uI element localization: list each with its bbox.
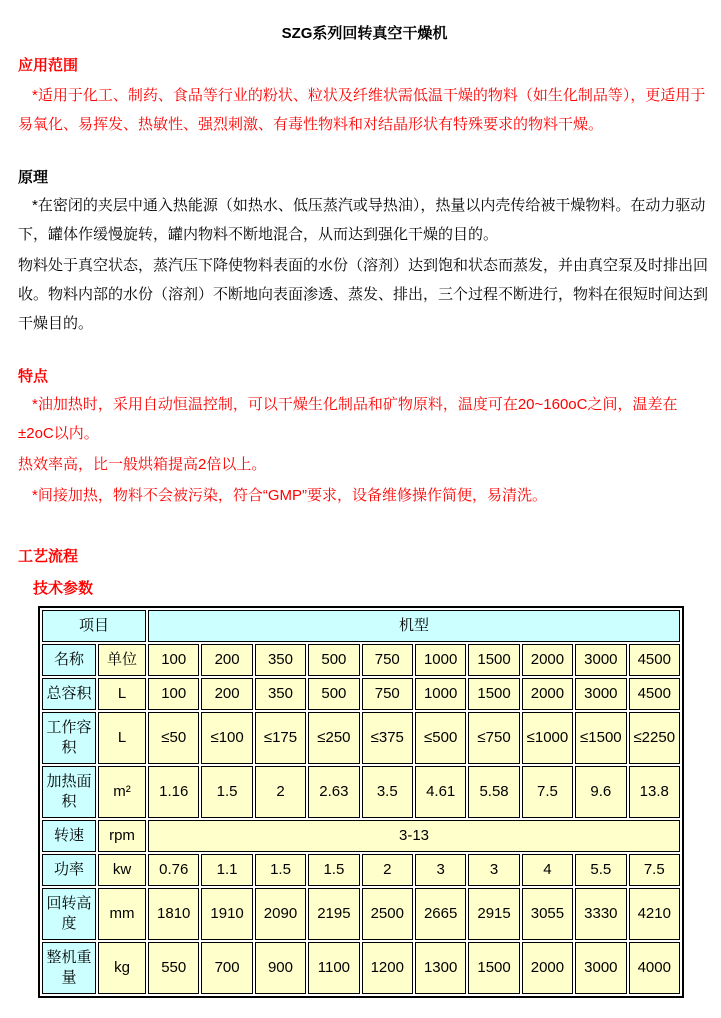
spec-value: 4210 — [629, 888, 680, 940]
spec-value: 500 — [308, 678, 359, 710]
spec-value: 4500 — [629, 678, 680, 710]
table-row — [42, 678, 680, 710]
spec-value: 7.5 — [629, 854, 680, 886]
row-unit: L — [98, 678, 146, 710]
table-row — [42, 820, 680, 852]
spec-value: 100 — [148, 678, 199, 710]
principle-paragraph-1: *在密闭的夹层中通入热能源（如热水、低压蒸汽或导热油），热量以内壳传给被干燥物料。在动力驱动下，罐体作缓慢旋转，罐内物料不断地混合，从而达到强化干燥的目的。 — [18, 197, 706, 243]
row-label: 名称 — [42, 644, 96, 676]
spec-value: 2 — [362, 854, 413, 886]
features-paragraph-1: *油加热时，采用自动恒温控制，可以干燥生化制品和矿物原料，温度可在20~160oC之间，温差在±2oC以内。 — [18, 396, 678, 442]
spec-value: ≤2250 — [629, 712, 680, 764]
spec-value: 200 — [201, 644, 252, 676]
spec-value: 1300 — [415, 942, 466, 994]
spec-value: 4 — [522, 854, 573, 886]
spec-value: 1910 — [201, 888, 252, 940]
row-label: 加热面积 — [42, 766, 96, 818]
spec-value: 3000 — [575, 644, 626, 676]
features-paragraph-3: *间接加热，物料不会被污染，符合“GMP”要求，设备维修操作简便，易清洗。 — [32, 487, 547, 504]
spec-value: 1100 — [308, 942, 359, 994]
row-unit: rpm — [98, 820, 146, 852]
section-principle — [18, 167, 711, 338]
spec-value: 1000 — [415, 644, 466, 676]
spec-value: 9.6 — [575, 766, 626, 818]
table-row — [42, 644, 680, 676]
features-heading: 特点 — [18, 368, 49, 385]
spec-value: 350 — [255, 644, 306, 676]
header-cell-item: 项目 — [42, 610, 146, 642]
features-paragraph-2: 热效率高，比一般烘箱提高2倍以上。 — [18, 456, 267, 473]
spec-value: 5.5 — [575, 854, 626, 886]
spec-value: ≤1500 — [575, 712, 626, 764]
spec-value: 2195 — [308, 888, 359, 940]
spec-value: 1.5 — [201, 766, 252, 818]
section-features — [18, 366, 711, 510]
table-header-row — [42, 610, 680, 642]
section-specs — [18, 578, 711, 998]
process-heading: 工艺流程 — [18, 548, 79, 565]
spec-value: 1.1 — [201, 854, 252, 886]
row-unit: kg — [98, 942, 146, 994]
spec-value: 3000 — [575, 678, 626, 710]
spec-table-body — [42, 610, 680, 994]
table-row — [42, 942, 680, 994]
row-label: 工作容积 — [42, 712, 96, 764]
spec-value: 2500 — [362, 888, 413, 940]
spec-value: ≤250 — [308, 712, 359, 764]
spec-value: 3055 — [522, 888, 573, 940]
table-row — [42, 712, 680, 764]
table-row — [42, 888, 680, 940]
section-process — [18, 546, 711, 568]
spec-value: 1500 — [468, 644, 519, 676]
spec-value: 3330 — [575, 888, 626, 940]
row-unit: 单位 — [98, 644, 146, 676]
spec-value: ≤375 — [362, 712, 413, 764]
spec-value: 100 — [148, 644, 199, 676]
spec-value: 0.76 — [148, 854, 199, 886]
spec-value: 350 — [255, 678, 306, 710]
application-paragraph: *适用于化工、制药、食品等行业的粉状、粒状及纤维状需低温干燥的物料（如生化制品等），更适用于易氧化、易挥发、热敏性、强烈刺激、有毒性物料和对结晶形状有特殊要求的物料干燥。 — [18, 87, 706, 133]
spec-value: 1.16 — [148, 766, 199, 818]
spec-value: 2665 — [415, 888, 466, 940]
spec-value: 1500 — [468, 942, 519, 994]
table-row — [42, 854, 680, 886]
spec-value: 500 — [308, 644, 359, 676]
spec-value: 4000 — [629, 942, 680, 994]
application-heading: 应用范围 — [18, 57, 79, 74]
table-row — [42, 766, 680, 818]
principle-paragraph-2: 物料处于真空状态，蒸汽压下降使物料表面的水份（溶剂）达到饱和状态而蒸发，并由真空泵及时排出回收。物料内部的水份（溶剂）不断地向表面渗透、蒸发、排出，三个过程不断进行，物料在很短时间达到干燥目的。 — [18, 257, 709, 332]
spec-value: 3-13 — [148, 820, 680, 852]
spec-value: ≤175 — [255, 712, 306, 764]
spec-value: 200 — [201, 678, 252, 710]
spec-value: 3000 — [575, 942, 626, 994]
row-label: 回转高度 — [42, 888, 96, 940]
spec-value: 13.8 — [629, 766, 680, 818]
row-label: 总容积 — [42, 678, 96, 710]
spec-value: ≤1000 — [522, 712, 573, 764]
spec-value: 2.63 — [308, 766, 359, 818]
spec-value: 1810 — [148, 888, 199, 940]
section-application — [18, 55, 711, 139]
spec-value: 700 — [201, 942, 252, 994]
spec-value: 2090 — [255, 888, 306, 940]
page-title: SZG系列回转真空干燥机 — [281, 25, 448, 42]
row-unit: mm — [98, 888, 146, 940]
spec-value: 1.5 — [255, 854, 306, 886]
spec-value: 2000 — [522, 942, 573, 994]
row-unit: L — [98, 712, 146, 764]
spec-value: ≤100 — [201, 712, 252, 764]
spec-value: 1200 — [362, 942, 413, 994]
spec-value: 1500 — [468, 678, 519, 710]
row-label: 转速 — [42, 820, 96, 852]
spec-value: 2 — [255, 766, 306, 818]
spec-value: ≤50 — [148, 712, 199, 764]
principle-heading: 原理 — [18, 169, 49, 186]
spec-value: ≤500 — [415, 712, 466, 764]
spec-value: 1.5 — [308, 854, 359, 886]
spec-value: 2000 — [522, 678, 573, 710]
row-label: 功率 — [42, 854, 96, 886]
spec-value: 900 — [255, 942, 306, 994]
specs-heading: 技术参数 — [33, 580, 94, 597]
header-cell-model: 机型 — [148, 610, 680, 642]
spec-value: 5.58 — [468, 766, 519, 818]
spec-value: 550 — [148, 942, 199, 994]
spec-value: 3.5 — [362, 766, 413, 818]
spec-table — [38, 606, 684, 998]
spec-value: 3 — [468, 854, 519, 886]
row-unit: m² — [98, 766, 146, 818]
spec-value: ≤750 — [468, 712, 519, 764]
spec-value: 3 — [415, 854, 466, 886]
spec-value: 2000 — [522, 644, 573, 676]
spec-value: 4.61 — [415, 766, 466, 818]
spec-value: 4500 — [629, 644, 680, 676]
spec-value: 7.5 — [522, 766, 573, 818]
row-label: 整机重量 — [42, 942, 96, 994]
spec-value: 2915 — [468, 888, 519, 940]
spec-value: 750 — [362, 644, 413, 676]
spec-value: 1000 — [415, 678, 466, 710]
row-unit: kw — [98, 854, 146, 886]
spec-value: 750 — [362, 678, 413, 710]
